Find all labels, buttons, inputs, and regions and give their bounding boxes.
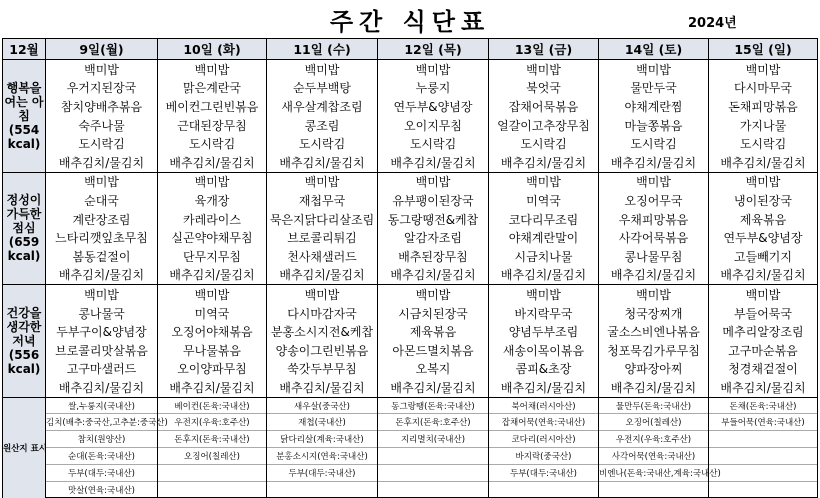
menu-row <box>3 153 818 172</box>
menu-item: 아몬드멸치볶음 <box>378 341 489 360</box>
menu-item: 도시락김 <box>599 134 709 153</box>
menu-item: 배추김치/물김치 <box>599 266 709 285</box>
menu-item: 마늘쫑볶음 <box>599 116 709 135</box>
origin-item: 맛살(연육:국내산) <box>46 481 158 498</box>
menu-item: 시금치된장국 <box>378 304 489 323</box>
menu-item: 백미밥 <box>46 60 158 79</box>
menu-item: 배추김치/물김치 <box>46 266 158 285</box>
menu-item: 봄동겉절이 <box>46 247 158 266</box>
menu-row <box>3 304 818 323</box>
menu-item: 오징어야채볶음 <box>158 322 267 341</box>
menu-item: 다시마무국 <box>709 79 818 98</box>
origin-item: 돈후지(돈육:국내산) <box>158 431 267 448</box>
menu-item: 베이컨그린빈볶음 <box>158 97 267 116</box>
menu-item: 재첩무국 <box>267 191 378 210</box>
menu-item: 단무지무침 <box>158 247 267 266</box>
menu-item: 두부구이&양념장 <box>46 322 158 341</box>
menu-item: 고들빼기지 <box>709 247 818 266</box>
menu-row <box>3 60 818 79</box>
origin-item: 오징어(칠레산) <box>158 448 267 465</box>
menu-item: 계란장조림 <box>46 210 158 229</box>
origin-item: 김치(배추:중국산,고추분:중국산) <box>46 414 158 431</box>
origin-item: 쌀,누룽지(국내산) <box>46 397 158 414</box>
origin-item: 동그랑땡(돈육:국내산) <box>378 397 489 414</box>
menu-item: 도시락김 <box>46 134 158 153</box>
menu-item: 청포묵김가루무침 <box>599 341 709 360</box>
menu-item: 무나물볶음 <box>158 341 267 360</box>
menu-item: 백미밥 <box>709 172 818 191</box>
menu-item: 동그랑땡전&케찹 <box>378 210 489 229</box>
menu-item: 양송이그린빈볶음 <box>267 341 378 360</box>
menu-item: 배추김치/물김치 <box>599 153 709 172</box>
menu-item: 쑥갓두부무침 <box>267 360 378 379</box>
day-header: 14일 (토) <box>599 39 709 60</box>
day-header: 9일(월) <box>46 39 158 60</box>
menu-item: 야채계란말이 <box>489 228 599 247</box>
menu-item: 누룽지 <box>378 79 489 98</box>
menu-item: 백미밥 <box>158 285 267 304</box>
menu-row <box>3 341 818 360</box>
weekly-menu-table <box>2 38 818 498</box>
origin-item: 베이컨(돈육:국내산) <box>158 397 267 414</box>
day-header: 10일 (화) <box>158 39 267 60</box>
origin-item: 돈후지(돈육:호주산) <box>378 414 489 431</box>
origin-item: 우전지(우육:호주산) <box>158 414 267 431</box>
origin-item: 비엔나(돈육:국내산,계육:국내산) <box>599 464 709 481</box>
menu-item: 유부팽이된장국 <box>378 191 489 210</box>
menu-item: 백미밥 <box>599 172 709 191</box>
menu-item: 콩조림 <box>267 116 378 135</box>
menu-item: 참치양배추볶음 <box>46 97 158 116</box>
origin-item <box>267 481 378 498</box>
origin-item: 참치(원양산) <box>46 431 158 448</box>
origin-row <box>3 481 818 498</box>
menu-item: 냉이된장국 <box>709 191 818 210</box>
menu-item: 바지락무국 <box>489 304 599 323</box>
header-row <box>3 39 818 60</box>
menu-item: 오이양파무침 <box>158 360 267 379</box>
menu-row <box>3 79 818 98</box>
menu-item: 배추김치/물김치 <box>267 378 378 397</box>
menu-item: 야채계란찜 <box>599 97 709 116</box>
day-header: 11일 (수) <box>267 39 378 60</box>
menu-item: 묵은지닭다리살조림 <box>267 210 378 229</box>
origin-item: 바지락(중국산) <box>489 448 599 465</box>
menu-item: 연두부&양념장 <box>709 228 818 247</box>
menu-item: 돈채피망볶음 <box>709 97 818 116</box>
day-header: 12일 (목) <box>378 39 489 60</box>
menu-item: 오복지 <box>378 360 489 379</box>
menu-row <box>3 134 818 153</box>
menu-item: 오징어무국 <box>599 191 709 210</box>
menu-item: 코다리무조림 <box>489 210 599 229</box>
title-bar <box>0 0 820 36</box>
menu-item: 제육볶음 <box>378 322 489 341</box>
menu-item: 미역국 <box>158 304 267 323</box>
menu-item: 순대국 <box>46 191 158 210</box>
meal-label: 건강을 생각한 저녁 (556 kcal) <box>3 285 46 398</box>
menu-item: 고구마샐러드 <box>46 360 158 379</box>
menu-item: 배추김치/물김치 <box>489 153 599 172</box>
menu-item: 천사채샐러드 <box>267 247 378 266</box>
menu-item: 배추김치/물김치 <box>709 266 818 285</box>
origin-item <box>709 448 818 465</box>
menu-item: 백미밥 <box>378 60 489 79</box>
menu-item: 백미밥 <box>267 285 378 304</box>
origin-item: 닭다리살(계육:국내산) <box>267 431 378 448</box>
origin-item: 사각어묵(연육:국내산) <box>599 448 709 465</box>
origin-label: 원산지 표시 <box>3 397 46 498</box>
menu-row <box>3 378 818 397</box>
origin-row <box>3 448 818 465</box>
menu-row <box>3 360 818 379</box>
menu-item: 다시마감자국 <box>267 304 378 323</box>
menu-item: 백미밥 <box>158 172 267 191</box>
month-header: 12월 <box>3 39 46 60</box>
origin-item: 잡채어묵(연육:국내산) <box>489 414 599 431</box>
origin-item <box>378 481 489 498</box>
menu-item: 사각어묵볶음 <box>599 228 709 247</box>
menu-row <box>3 210 818 229</box>
menu-item: 물만두국 <box>599 79 709 98</box>
menu-item: 양념두부조림 <box>489 322 599 341</box>
origin-item <box>158 481 267 498</box>
origin-item: 재첩(국내산) <box>267 414 378 431</box>
origin-row <box>3 464 818 481</box>
page-title: 주간 식단표 <box>329 8 491 36</box>
menu-item: 콤피&초장 <box>489 360 599 379</box>
menu-item: 양파장아찌 <box>599 360 709 379</box>
menu-item: 백미밥 <box>599 285 709 304</box>
menu-item: 청경채겉절이 <box>709 360 818 379</box>
origin-item <box>599 481 709 498</box>
origin-item: 두부(대두:국내산) <box>267 464 378 481</box>
menu-item: 배추김치/물김치 <box>378 378 489 397</box>
menu-item: 맑은계란국 <box>158 79 267 98</box>
menu-item: 미역국 <box>489 191 599 210</box>
menu-item: 백미밥 <box>489 172 599 191</box>
menu-item: 배추김치/물김치 <box>378 266 489 285</box>
menu-item: 백미밥 <box>599 60 709 79</box>
menu-row <box>3 228 818 247</box>
origin-item: 우전지(우육:호주산) <box>599 431 709 448</box>
menu-item: 배추김치/물김치 <box>489 266 599 285</box>
origin-item: 돈채(돈육:국내산) <box>709 397 818 414</box>
menu-item: 도시락김 <box>158 134 267 153</box>
menu-item: 브로콜리맛살볶음 <box>46 341 158 360</box>
origin-item: 순대(돈육:국내산) <box>46 448 158 465</box>
menu-row <box>3 266 818 285</box>
menu-item: 메추리알장조림 <box>709 322 818 341</box>
menu-item: 콩나물무침 <box>599 247 709 266</box>
origin-item <box>709 481 818 498</box>
menu-item: 백미밥 <box>46 172 158 191</box>
menu-item: 실곤약야채무침 <box>158 228 267 247</box>
menu-row <box>3 191 818 210</box>
origin-item <box>709 464 818 481</box>
menu-item: 근대된장무침 <box>158 116 267 135</box>
origin-item <box>378 464 489 481</box>
menu-row <box>3 172 818 191</box>
origin-item: 북어채(러시아산) <box>489 397 599 414</box>
menu-item: 우채피망볶음 <box>599 210 709 229</box>
year-label: 2024년 <box>688 16 737 31</box>
origin-item <box>378 448 489 465</box>
day-header: 15일 (일) <box>709 39 818 60</box>
origin-item: 오징어(칠레산) <box>599 414 709 431</box>
menu-item: 백미밥 <box>489 60 599 79</box>
menu-item: 육개장 <box>158 191 267 210</box>
menu-item: 새송이목이볶음 <box>489 341 599 360</box>
menu-item: 백미밥 <box>378 172 489 191</box>
menu-item: 배추된장무침 <box>378 247 489 266</box>
menu-item: 순두부백탕 <box>267 79 378 98</box>
menu-item: 배추김치/물김치 <box>158 378 267 397</box>
menu-item: 잡채어묵볶음 <box>489 97 599 116</box>
menu-item: 굴소스비엔나볶음 <box>599 322 709 341</box>
menu-item: 백미밥 <box>378 285 489 304</box>
menu-item: 배추김치/물김치 <box>158 153 267 172</box>
menu-item: 오이지무침 <box>378 116 489 135</box>
menu-item: 우거지된장국 <box>46 79 158 98</box>
menu-row <box>3 116 818 135</box>
origin-item <box>489 481 599 498</box>
menu-item: 백미밥 <box>46 285 158 304</box>
menu-item: 얼갈이고추장무침 <box>489 116 599 135</box>
menu-item: 연두부&양념장 <box>378 97 489 116</box>
origin-item <box>158 464 267 481</box>
menu-item: 배추김치/물김치 <box>489 378 599 397</box>
menu-item: 도시락김 <box>709 134 818 153</box>
menu-item: 고구마순볶음 <box>709 341 818 360</box>
menu-item: 배추김치/물김치 <box>599 378 709 397</box>
meal-label: 행복을 여는 아침 (554 kcal) <box>3 60 46 173</box>
menu-item: 배추김치/물김치 <box>267 153 378 172</box>
menu-item: 도시락김 <box>267 134 378 153</box>
menu-row <box>3 322 818 341</box>
menu-item: 숙주나물 <box>46 116 158 135</box>
menu-item: 새우살계찹조림 <box>267 97 378 116</box>
origin-item: 분홍소시지(연육:국내산) <box>267 448 378 465</box>
menu-item: 콩나물국 <box>46 304 158 323</box>
menu-row <box>3 97 818 116</box>
origin-item: 두부(대두:국내산) <box>489 464 599 481</box>
menu-item: 도시락김 <box>489 134 599 153</box>
origin-row <box>3 414 818 431</box>
menu-item: 배추김치/물김치 <box>46 378 158 397</box>
menu-item: 백미밥 <box>709 285 818 304</box>
menu-item: 북엇국 <box>489 79 599 98</box>
menu-item: 시금치나물 <box>489 247 599 266</box>
menu-item: 백미밥 <box>158 60 267 79</box>
menu-item: 백미밥 <box>709 60 818 79</box>
origin-item: 코다리(러시아산) <box>489 431 599 448</box>
menu-item: 분홍소시지전&케찹 <box>267 322 378 341</box>
origin-item: 지리멸치(국내산) <box>378 431 489 448</box>
menu-item: 도시락김 <box>378 134 489 153</box>
origin-item: 물만두(돈육:국내산) <box>599 397 709 414</box>
day-header: 13일 (금) <box>489 39 599 60</box>
meal-label: 정성이 가득한 점심 (659 kcal) <box>3 172 46 285</box>
origin-item <box>709 431 818 448</box>
menu-item: 부들어묵국 <box>709 304 818 323</box>
menu-item: 브로콜리튀김 <box>267 228 378 247</box>
menu-item: 알감자조림 <box>378 228 489 247</box>
menu-item: 백미밥 <box>267 60 378 79</box>
menu-item: 배추김치/물김치 <box>267 266 378 285</box>
menu-item: 백미밥 <box>489 285 599 304</box>
menu-item: 청국장찌개 <box>599 304 709 323</box>
origin-row <box>3 397 818 414</box>
origin-item: 부들어묵(연육:국내산) <box>709 414 818 431</box>
menu-item: 카레라이스 <box>158 210 267 229</box>
menu-row <box>3 285 818 304</box>
menu-item: 제육볶음 <box>709 210 818 229</box>
menu-item: 가지나물 <box>709 116 818 135</box>
menu-item: 배추김치/물김치 <box>378 153 489 172</box>
menu-item: 배추김치/물김치 <box>46 153 158 172</box>
menu-item: 배추김치/물김치 <box>709 378 818 397</box>
menu-item: 배추김치/물김치 <box>158 266 267 285</box>
origin-item: 두부(대두:국내산) <box>46 464 158 481</box>
menu-item: 배추김치/물김치 <box>709 153 818 172</box>
menu-row <box>3 247 818 266</box>
origin-item: 새우살(중국산) <box>267 397 378 414</box>
menu-item: 느타리깻잎초무침 <box>46 228 158 247</box>
origin-row <box>3 431 818 448</box>
menu-item: 백미밥 <box>267 172 378 191</box>
